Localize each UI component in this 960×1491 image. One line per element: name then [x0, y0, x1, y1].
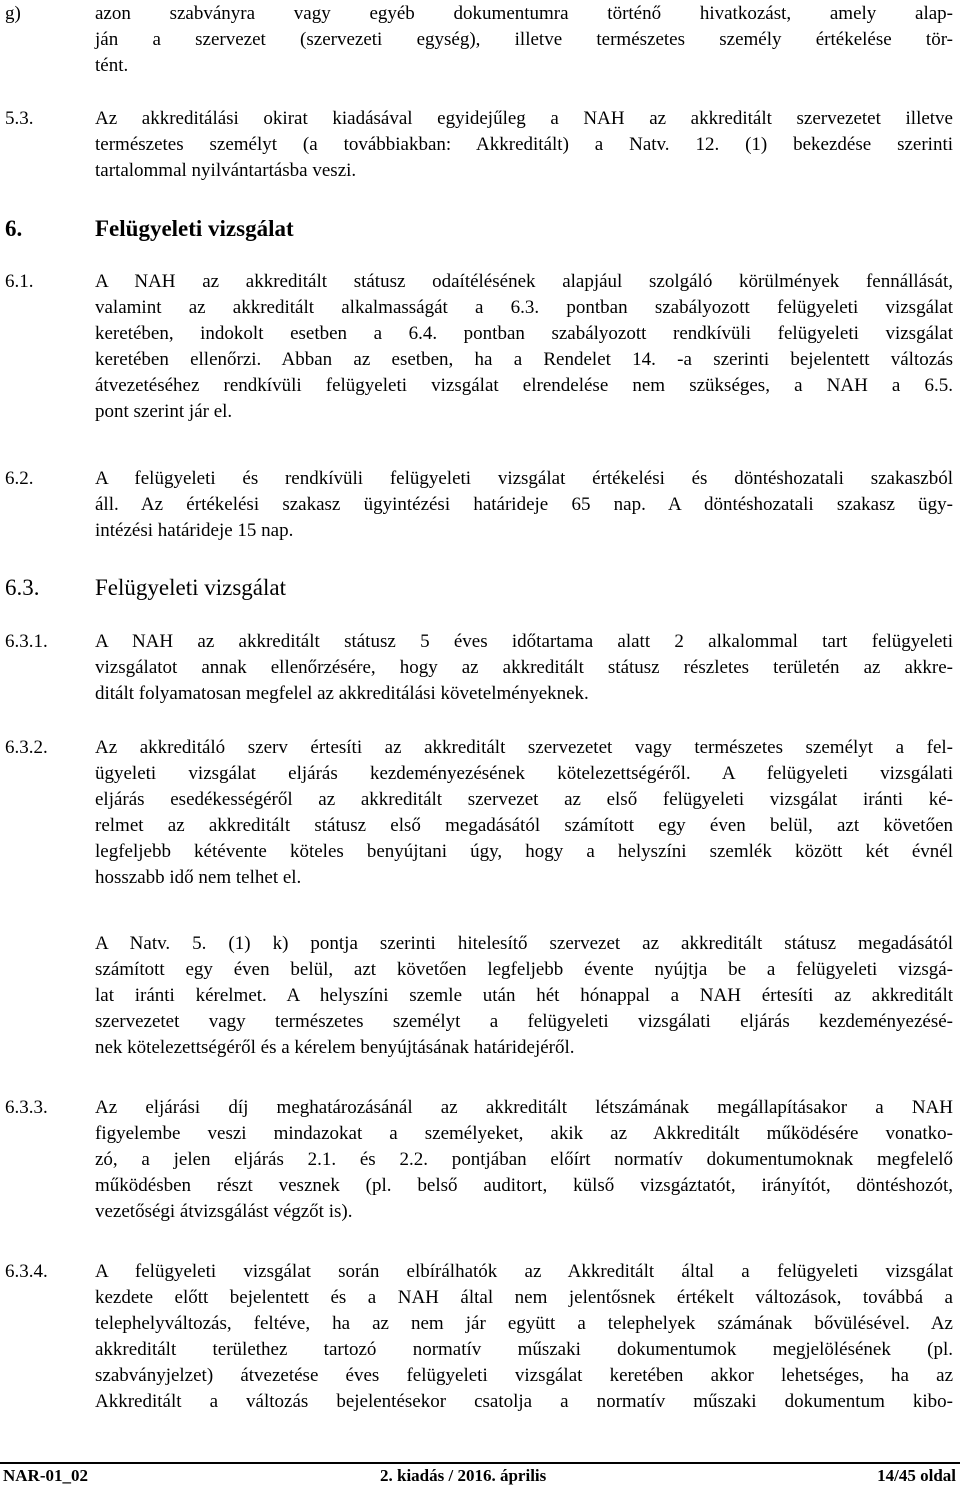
paragraph-line: átvezetéséhez rendkívüli felügyeleti vizsgálat elrendelése nem szükséges, a NAH a 6.5. [95, 375, 953, 396]
paragraph-line: nek kötelezettségéről és a kérelem benyújtásának határidejéről. [95, 1037, 575, 1058]
paragraph-line: tartalommal nyilvántartásba veszi. [95, 160, 357, 181]
paragraph-line: A NAH az akkreditált státusz 5 éves időtartama alatt 2 alkalommal tart felügyeleti [95, 631, 953, 652]
paragraph-line: legfeljebb kétévente köteles benyújtani úgy, hogy a helyszíni szemlék között két évnél [95, 841, 953, 862]
paragraph-line: keretében, indokolt esetben a 6.4. pontban szabályozott rendkívüli felügyeleti vizsgálat [95, 323, 953, 344]
paragraph [95, 466, 953, 544]
paragraph-line: vezetőségi átvizsgálást végzőt is). [95, 1201, 353, 1222]
section-number: 6.3.1. [5, 631, 48, 652]
footer-page-number: 14/45 oldal [877, 1466, 956, 1485]
paragraph-line: Az eljárási díj meghatározásánál az akkreditált létszámának megállapításakor a NAH [95, 1097, 953, 1118]
paragraph-line: vizsgálatot annak ellenőrzésére, hogy az akkreditált státusz részletes területén az akkre- [95, 657, 953, 678]
footer-rule [0, 1462, 960, 1464]
section-number: 6.1. [5, 271, 34, 292]
paragraph-line: kezdete előtt bejelentett és a NAH által nem jelentősnek értékelt változások, továbbá a [95, 1287, 953, 1308]
section-number: 5.3. [5, 108, 34, 129]
paragraph [95, 931, 953, 1061]
paragraph [95, 269, 953, 425]
paragraph-line: természetes személyt (a továbbiakban: Akkreditált) a Natv. 12. (1) bekezdése szerinti [95, 134, 953, 155]
section-number: g) [5, 3, 21, 24]
paragraph-line: Az akkreditálási okirat kiadásával egyidejűleg a NAH az akkreditált szervezetet illetve [95, 108, 953, 129]
paragraph [95, 106, 953, 184]
paragraph-line: zó, a jelen eljárás 2.1. és 2.2. pontjában előírt normatív dokumentumoknak megfelelő [95, 1149, 953, 1170]
section-number: 6.3. [5, 575, 40, 600]
paragraph-line: áll. Az értékelési szakasz ügyintézési határideje 65 nap. A döntéshozatali szakasz ügy- [95, 494, 953, 515]
section-number: 6.3.4. [5, 1261, 48, 1282]
paragraph [95, 1095, 953, 1225]
paragraph-line: ditált folyamatosan megfelel az akkreditálási követelményeknek. [95, 683, 589, 704]
section-number: 6.3.3. [5, 1097, 48, 1118]
paragraph-line: hosszabb idő nem telhet el. [95, 867, 302, 888]
section-number: 6.2. [5, 468, 34, 489]
paragraph-line: számított egy éven belül, azt követően legfeljebb évente nyújtja be a felügyeleti vizsgá- [95, 959, 953, 980]
paragraph-line: eljárás esedékességéről az akkreditált szervezet az első felügyeleti vizsgálat iránti ké- [95, 789, 953, 810]
paragraph [95, 735, 953, 891]
paragraph-line: ján a szervezet (szervezeti egység), illetve természetes személy értékelése tör- [95, 29, 953, 50]
paragraph-line: relmet az akkreditált státusz első megadásától számított egy éven belül, azt követően [95, 815, 953, 836]
paragraph [95, 1259, 953, 1415]
paragraph-line: működésben részt vesznek (pl. belső auditort, külső vizsgáztatót, irányítót, döntéshozót, [95, 1175, 953, 1196]
paragraph-line: A felügyeleti és rendkívüli felügyeleti vizsgálat értékelési és döntéshozatali szakaszból [95, 468, 953, 489]
section-number: 6. [5, 216, 23, 241]
paragraph-line: figyelembe veszi mindazokat a személyeket, akik az Akkreditált működésére vonatko- [95, 1123, 953, 1144]
footer-doc-id: NAR-01_02 [3, 1466, 88, 1485]
paragraph [95, 1, 953, 79]
paragraph [95, 629, 953, 707]
footer-edition: 2. kiadás / 2016. április [380, 1466, 547, 1485]
paragraph-line: lat iránti kérelmet. A helyszíni szemle után hét hónappal a NAH értesíti az akkreditált [95, 985, 953, 1006]
paragraph-line: akkreditált területhez tartozó normatív műszaki dokumentumok megjelölésének (pl. [95, 1339, 953, 1360]
paragraph-line: szabványjelzet) átvezetése éves felügyeleti vizsgálat keretében akkor lehetséges, ha az [95, 1365, 953, 1386]
paragraph-line: valamint az akkreditált alkalmasságát a 6.3. pontban szabályozott felügyeleti vizsgálat [95, 297, 953, 318]
paragraph-line: A Natv. 5. (1) k) pontja szerinti hitelesítő szervezet az akkreditált státusz megadásától [95, 933, 953, 954]
section-heading: Felügyeleti vizsgálat [95, 216, 294, 241]
paragraph-line: pont szerint jár el. [95, 401, 233, 422]
paragraph-line: Az akkreditáló szerv értesíti az akkreditált szervezetet vagy természetes személyt a fel- [95, 737, 953, 758]
section-number: 6.3.2. [5, 737, 48, 758]
paragraph-line: ügyeleti vizsgálat eljárás kezdeményezésének kötelezettségéről. A felügyeleti vizsgálati [95, 763, 953, 784]
paragraph-line: keretében ellenőrzi. Abban az esetben, ha a Rendelet 14. -a szerinti bejelentett változás [95, 349, 953, 370]
paragraph-line: Akkreditált a változás bejelentésekor csatolja a normatív műszaki dokumentum kibo- [95, 1391, 953, 1412]
paragraph-line: A felügyeleti vizsgálat során elbírálhatók az Akkreditált által a felügyeleti vizsgálat [95, 1261, 953, 1282]
paragraph-line: szervezetet vagy természetes személyt a felügyeleti vizsgálati eljárás kezdeményezésé- [95, 1011, 953, 1032]
paragraph-line: A NAH az akkreditált státusz odaítélésének alapjául szolgáló körülmények fennállását, [95, 271, 953, 292]
paragraph-line: azon szabványra vagy egyéb dokumentumra történő hivatkozást, amely alap- [95, 3, 953, 24]
paragraph-line: tént. [95, 55, 129, 76]
paragraph-line: intézési határideje 15 nap. [95, 520, 294, 541]
paragraph-line: telephelyváltozás, feltéve, ha az nem jár együtt a telephelyek számának bővülésével. Az [95, 1313, 953, 1334]
section-heading: Felügyeleti vizsgálat [95, 575, 286, 600]
